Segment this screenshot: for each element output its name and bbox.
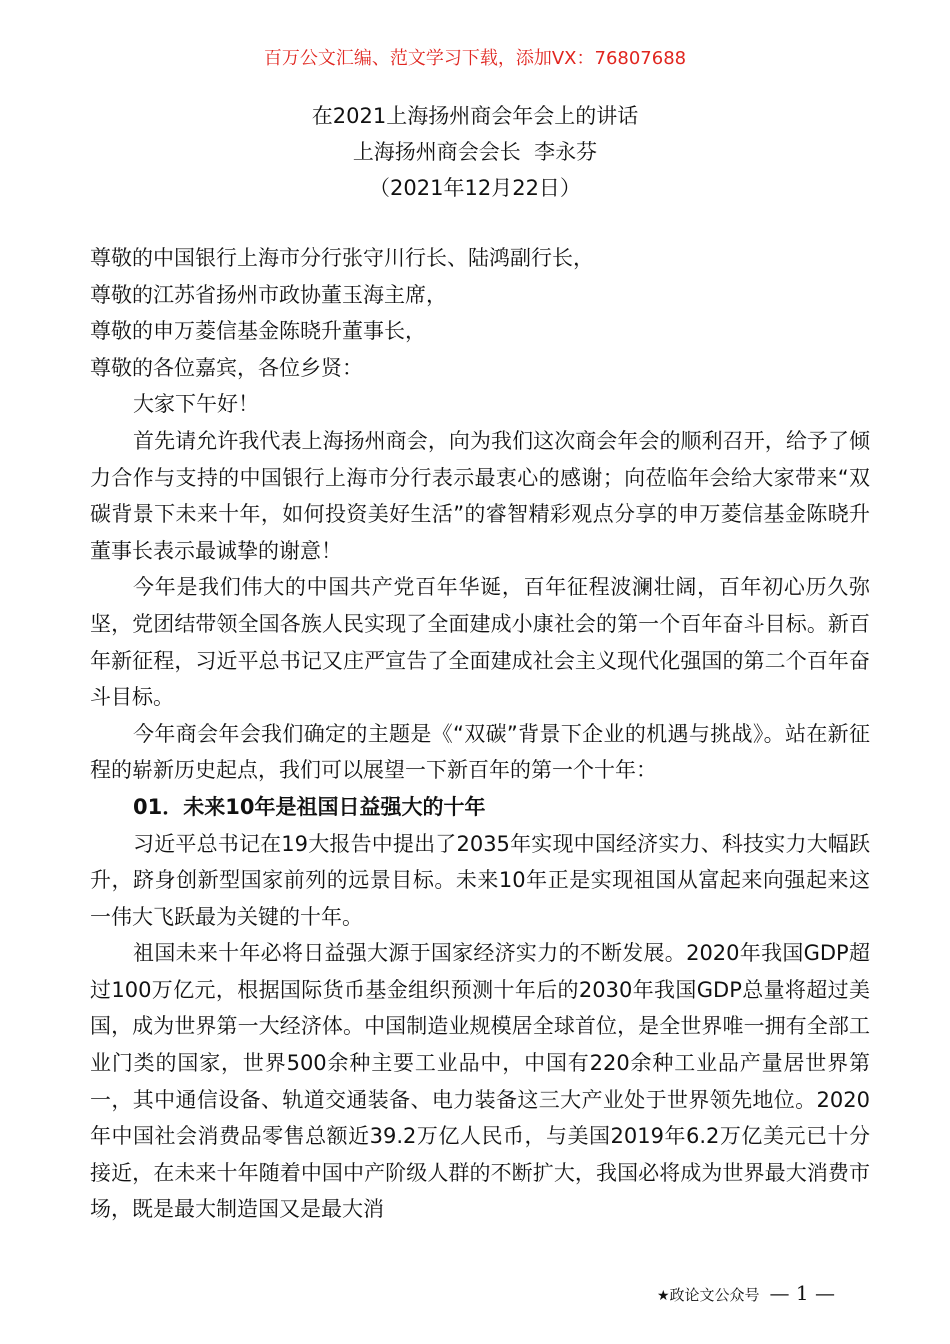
title-block — [0, 98, 950, 206]
page-number: — 1 — — [769, 1281, 835, 1305]
footer-source: 政论文公众号 — [669, 1286, 760, 1304]
paragraph-thanks: 首先请允许我代表上海扬州商会，向为我们这次商会年会的顺利召开，给予了倾力合作与支持的中国银行上海市分行表示最衷心的感谢；向莅临年会给大家带来“双碳背景下未来十年，如何投资美好生活”的睿智精彩观点分享的申万菱信基金陈晓升董事长表示最诚挚的谢意！ — [90, 428, 870, 563]
paragraph-theme: 今年商会年会我们确定的主题是《“双碳”背景下企业的机遇与挑战》。站在新征程的崭新历史起点，我们可以展望一下新百年的第一个十年： — [90, 721, 870, 783]
salutation-line: 尊敬的江苏省扬州市政协董玉海主席， — [90, 282, 447, 307]
greeting: 大家下午好！ — [133, 392, 260, 417]
paragraph-vision: 习近平总书记在19大报告中提出了2035年实现中国经济实力、科技实力大幅跃升，跻身创新型国家前列的远景目标。未来10年正是实现祖国从富起来向强起来这一伟大飞跃最为关键的十年。 — [90, 831, 870, 929]
section-heading: 01．未来10年是祖国日益强大的十年 — [133, 794, 486, 819]
speech-date: （2021年12月22日） — [369, 176, 581, 200]
header-banner: 百万公文汇编、范文学习下载，添加VX：76807688 — [263, 48, 687, 69]
speech-body — [90, 240, 870, 1228]
page-footer — [657, 1280, 835, 1309]
salutation-line: 尊敬的申万菱信基金陈晓升董事长， — [90, 319, 426, 344]
salutation-line: 尊敬的中国银行上海市分行张守川行长、陆鸿副行长， — [90, 246, 594, 270]
speech-title: 在2021上海扬州商会年会上的讲话 — [311, 104, 639, 128]
paragraph-economy: 祖国未来十年必将日益强大源于国家经济实力的不断发展。2020年我国GDP超过100万亿元，根据国际货币基金组织预测十年后的2030年我国GDP总量将超过美国，成为世界第一大经济体。中国制造业规模居全球首位，是全世界唯一拥有全部工业门类的国家，世界500余种主要工业品中，中国有220余种工业品产量居世界第一，其中通信设备、轨道交通装备、电力装备这三大产业处于世界领先地位。2020年中国社会消费品零售总额近39.2万亿人民币，与美国2019年6.2万亿美元已十分接近，在未来十年随着中国中产阶级人群的不断扩大，我国必将成为世界最大消费市场，既是最大制造国又是最大消 — [90, 941, 870, 1222]
paragraph-centenary: 今年是我们伟大的中国共产党百年华诞，百年征程波澜壮阔，百年初心历久弥坚，党团结带领全国各族人民实现了全面建成小康社会的第一个百年奋斗目标。新百年新征程，习近平总书记又庄严宣告了全面建成社会主义现代化强国的第二个百年奋斗目标。 — [90, 575, 870, 710]
star-icon: ★ — [656, 1288, 670, 1304]
speaker-line: 上海扬州商会会长 李永芬 — [352, 140, 598, 164]
salutation-line: 尊敬的各位嘉宾，各位乡贤： — [90, 355, 363, 380]
